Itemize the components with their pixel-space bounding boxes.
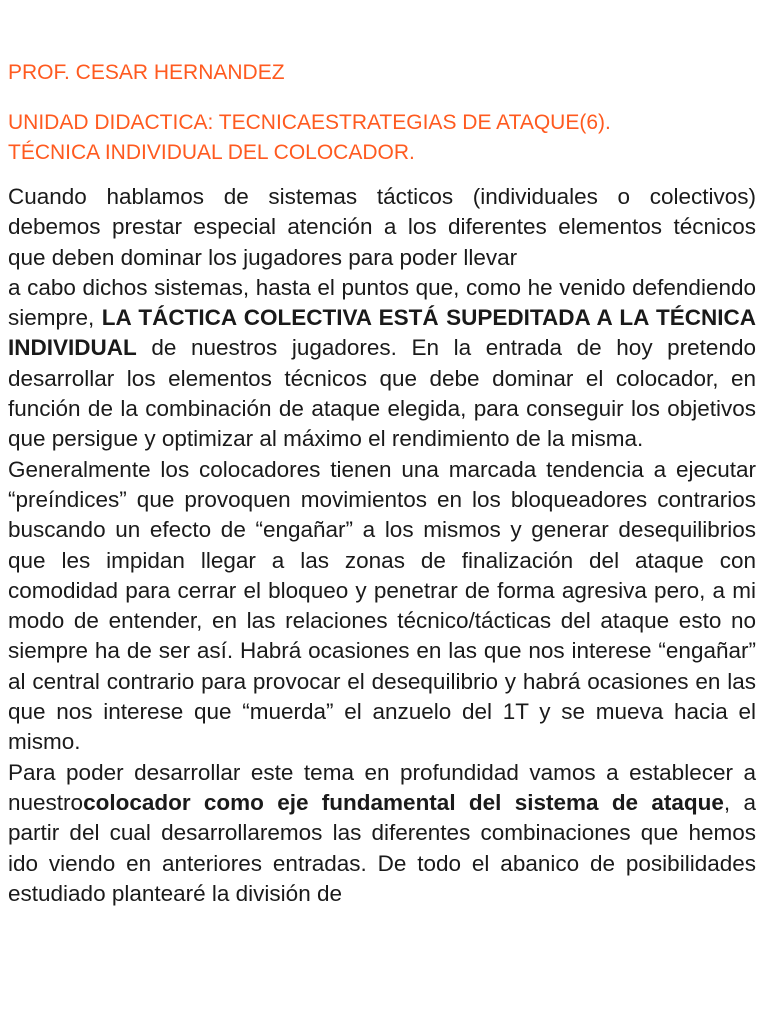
- paragraph-3-text-a: Para poder desarrollar este tema en profundidad vamos a establecer a nuestro: [8, 759, 756, 815]
- paragraph-3-bold-statement: colocador como eje fundamental del sistema de ataque: [83, 789, 724, 815]
- document-page: [8, 58, 756, 909]
- paragraph-1: [8, 182, 756, 273]
- author-heading: PROF. CESAR HERNANDEZ: [8, 61, 285, 84]
- paragraph-1-bold-statement: LA TÁCTICA COLECTIVA ESTÁ SUPEDITADA A LA TÉCNICA INDIVIDUAL: [8, 305, 756, 361]
- paragraph-2: Generalmente los colocadores tienen una marcada tendencia a ejecutar “preíndices” que provoquen movimientos en los bloqueadores contrarios buscando un efecto de “engañar” a los mismos y generar desequilibrios que les impidan llegar a las zonas de finalización del ataque con comodidad para cerrar el bloqueo y penetrar de forma agresiva pero, a mi modo de entender, en las relaciones técnico/tácticas del ataque esto no siempre ha de ser así. Habrá ocasiones en las que nos interese “engañar” al central contrario para provocar el desequilibrio y habrá ocasiones en las que nos interese que “muerda” el anzuelo del 1T y se mueva hacia el mismo.: [8, 456, 756, 755]
- unit-title-line-1: UNIDAD DIDACTICA: TECNICAESTRATEGIAS DE ATAQUE(6).: [8, 111, 611, 134]
- paragraph-1-continued: [8, 273, 756, 455]
- paragraph-1-text-c: de nuestros jugadores. En la entrada de hoy pretendo desarrollar los elementos técnicos que debe dominar el colocador, en función de la combinación de ataque elegida, para conseguir los objetivos que persigue y optimizar al máximo el rendimiento de la misma.: [8, 335, 756, 452]
- unit-title: [8, 108, 756, 168]
- paragraph-3-text-b: , a partir del cual desarrollaremos las diferentes combinaciones que hemos ido viendo en anteriores entradas. De todo el abanico de posibilidades estudiado plantearé la división de: [8, 789, 756, 906]
- paragraph-1-text-b: a cabo dichos sistemas, hasta el puntos que, como he venido defendiendo siempre,: [8, 274, 756, 331]
- paragraph-3: [8, 758, 756, 909]
- unit-title-line-2: TÉCNICA INDIVIDUAL DEL COLOCADOR.: [8, 141, 415, 164]
- paragraph-1-text-a: Cuando hablamos de sistemas tácticos (individuales o colectivos) debemos prestar especial atención a los diferentes elementos técnicos que deben dominar los jugadores para poder llevar: [8, 184, 756, 270]
